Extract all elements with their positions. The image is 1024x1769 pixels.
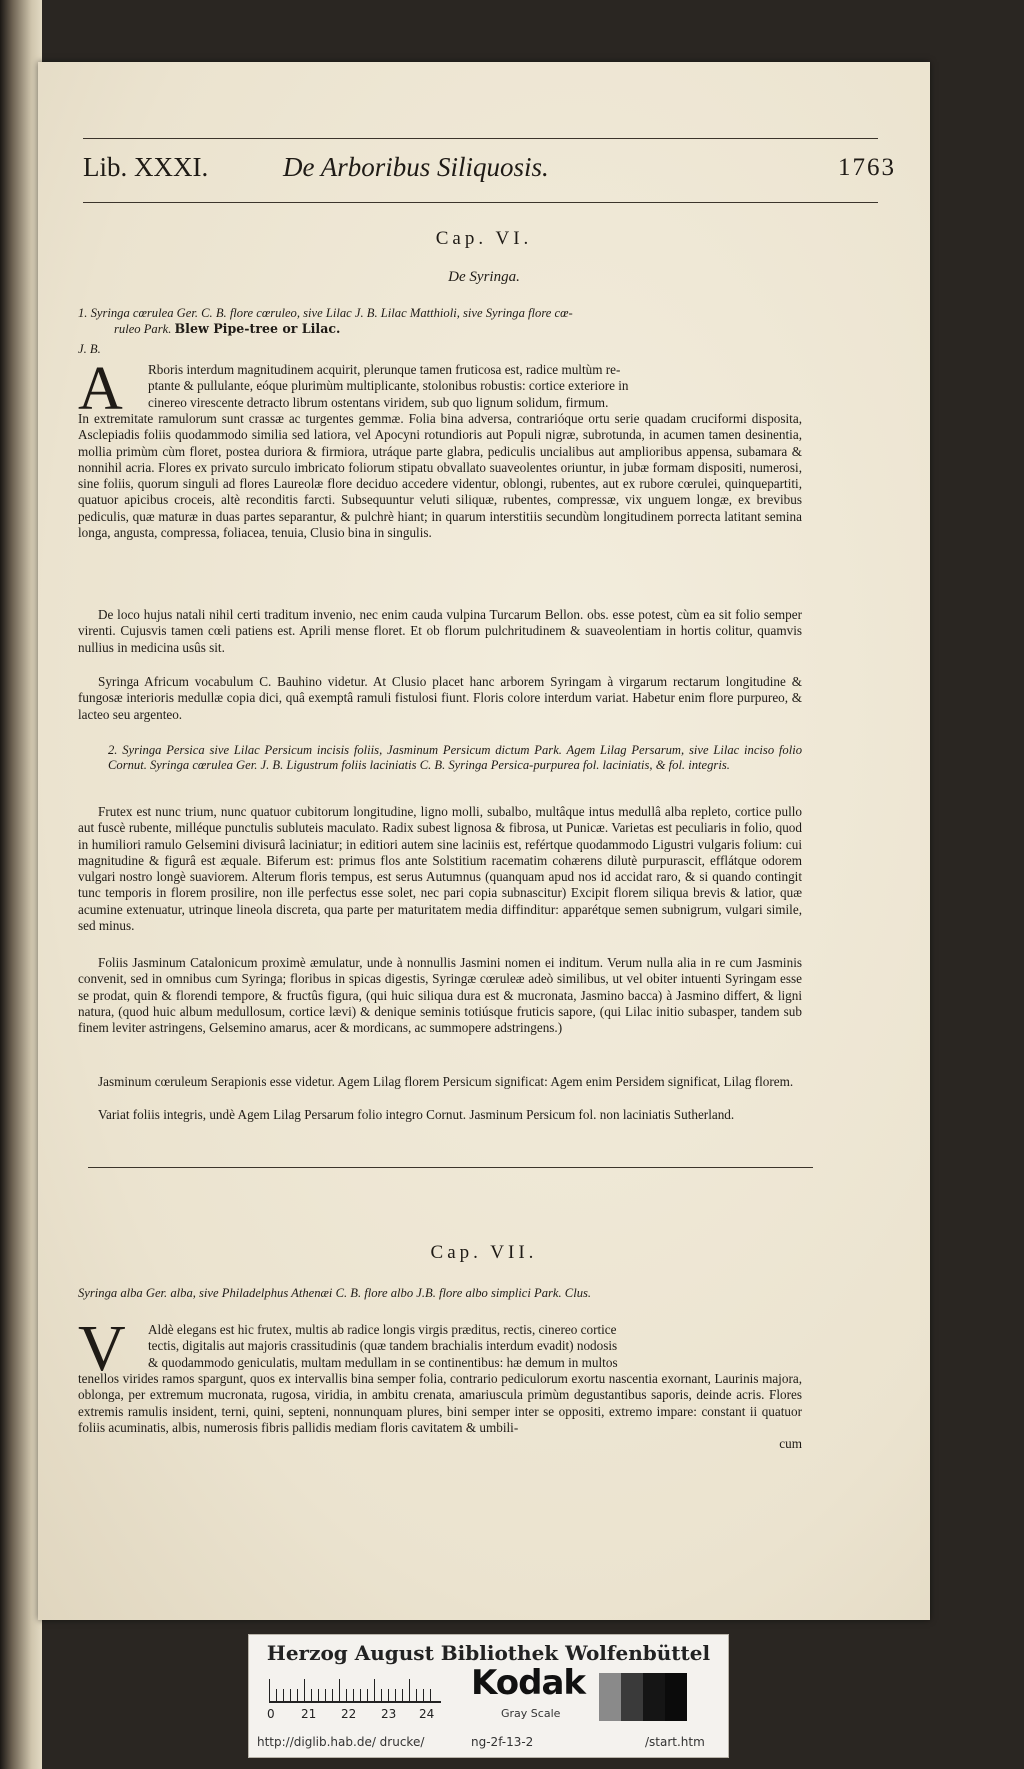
kodak-logo: Kodak bbox=[471, 1663, 585, 1703]
drop-cap-v: V bbox=[78, 1312, 126, 1385]
para-1-line-1: Rboris interdum magnitudinem acquirit, plerunque tamen fruticosa est, radice multùm re- bbox=[148, 362, 621, 377]
ruler-label-22: 22 bbox=[341, 1707, 357, 1721]
english-name: Blew Pipe-tree or Lilac. bbox=[174, 321, 341, 336]
gray-scale-label: Gray Scale bbox=[501, 1707, 561, 1720]
ch7-line-2: tectis, digitalis aut majoris crassitudinis (quæ tandem brachialis interdum evadit) nodosis bbox=[148, 1338, 618, 1354]
chapter-7-heading: Cap. VII. bbox=[430, 1242, 538, 1263]
chapter-6-para-1-body: In extremitate ramulorum sunt crassæ ac turgentes gemmæ. Folia bina adversa, contrarióque ortu serie quadam cruciformi disposita, Asclepiadis foliis quodammodo similia sed latiora, vel Apocyni rotundioris aut Populi nigræ, subrotunda, in acumen tamen desinentia, mollia primùm cùm floret, postea duriora & firmiora, utráque parte glabra, pediculis uncialibus aut amplioribus appensa, subamara & nonnihil acria. Flores ex privato surculo imbricato foliorum stipatu obvallato suaveolentes oriuntur, in jubæ formam dispositi, numerosi, sine foliis, quorum singuli ad flores Laureolæ flore deciduo accedere videntur, oblongi, rubentes, aut ex rubore cœrulei, quinquepartiti, quatuor apicibus croceis, altè reconditis farcti. Subsequuntur veluti siliquæ, rubentes, compressæ, vix unguem longæ, ex brevibus pediculis, quæ maturæ in duas partes separantur, & pulchrè hiant; in quarum interstitiis secundùm longitudinem porrecta latitant semina longa, angusta, compressa, foliacea, tenuia, Clusio bina in singulis. bbox=[78, 411, 802, 541]
running-head-book: Lib. XXXI. bbox=[83, 152, 209, 182]
entry-1-synonyms bbox=[78, 306, 802, 337]
gray-swatch-dark bbox=[621, 1673, 643, 1721]
chapter-7-para-1-body: tenellos virides ramos spargunt, quos ex intervallis bina semper folia, contrario pediculorum exortu nascentia exornant, Laurinis majora, oblonga, per extremum mucronata, rugosa, viridia, in ambitu crenata, amariuscula primùm degustantibus saporis, deinde acris. Flores extremis ramulis insident, terni, quini, septeni, nonnunquam plures, bini semper inter se oppositi, extremo impare: constant ii quatuor foliis acuminatis, albis, numerosis fibris pallidis mediam floris cavitatem & umbili- bbox=[78, 1371, 802, 1435]
ruler-label-21: 21 bbox=[301, 1707, 317, 1721]
chapter-6-para-2: De loco hujus natali nihil certi traditum invenio, nec enim cauda vulpina Turcarum Bellon. obs. esse potest, cùm ea sit folio semper virenti. Cujusvis tamen cœli patiens est. Aprili mense floret. Et ob florum pulchritudinem & suaveolentiam in hortis colitur, quamvis nullius in medicina usûs sit. bbox=[78, 607, 802, 655]
chapter-7-para-1-opening bbox=[78, 1322, 872, 1371]
header-rule-top bbox=[83, 138, 878, 139]
chapter-6-para-1-opening bbox=[78, 362, 872, 411]
drop-cap-a: A bbox=[78, 355, 123, 423]
catchword: cum bbox=[779, 1436, 802, 1451]
ch7-line-1: Aldè elegans est hic frutex, multis ab radice longis virgis præditus, rectis, cinereo cortice bbox=[148, 1322, 617, 1337]
ch7-line-3: & quodammodo geniculatis, multam medullam in se continentibus: hæ demum in multos bbox=[148, 1354, 618, 1370]
ruler-label-24: 24 bbox=[419, 1707, 435, 1721]
chapter-6-para-5: Foliis Jasminum Catalonicum proximè æmulatur, unde à nonnullis Jasmini nomen ei inditum. Verum nulla alia in re cum Jasminis convenit, sed in omnibus cum Syringa; floribus in spicas digestis, Syringæ cœruleæ adeò similibus, ut vel obiter intuenti Syringam esse se prodat, quin & florendi tempore, & fructûs figura, (qui huic siliqua dura est & mucronata, Jasmino bacca) à Jasmino differt, & ligni natura, (quod huic album medullosum, cortice lævi) & denique seminis totiúsque fruticis sapore, (qui Lilac initio subasper, tandem sub finem leviter astringens, Gelsemino amarus, acer & mordicans, ac summopere adstringens.) bbox=[78, 955, 802, 1036]
chapter-6-para-4: Frutex est nunc trium, nunc quatuor cubitorum longitudine, ligno molli, subalbo, multâque intus medullâ alba repleto, cortice pullo aut fuscè rubente, milléque punctulis sublutеis maculato. Radix subest lignosa & fibrosa, ut Punicæ. Varietas est peculiaris in folio, quod in humiliori ramulo Gelsemini divisurâ laciniatur; in editiori autem sine laciniis est, refértque quodammodo Ligustri vulgaris folium: cui magnitudine & figurâ est æquale. Biferum est: primus flos ante Solstitium racematim cohærens dilutè purpurascit, efflátque odorem vulgari nostro longè suaviorem. Alterum floris tempus, est serus Autumnus (quanquam apud nos id accidat raro, & si quando contingit tunc temporis in florem prosilire, non ille perfectus esse solet, nec pari copia subnascitur) Excipit florem siliqua brevis & latior, quæ acumine extenuatur, utrinque lineola discreta, qua parte per maturitatem media diffinditur: apparétque semen subnigrum, vulgari simile, sed minus. bbox=[78, 804, 802, 934]
chapter-6-subtitle: De Syringa. bbox=[448, 269, 520, 285]
library-name: Herzog August Bibliothek Wolfenbüttel bbox=[266, 1641, 711, 1665]
book-spine bbox=[0, 0, 42, 1769]
chapter-divider bbox=[88, 1167, 813, 1168]
gray-swatch-mid bbox=[599, 1673, 621, 1721]
gray-swatch-black-2 bbox=[665, 1673, 687, 1721]
chapter-6-para-7: Variat foliis integris, undè Agem Lilag Persarum folio integro Cornut. Jasminum Persicum fol. non laciniatis Sutherland. bbox=[98, 1107, 735, 1122]
ruler-label-0: 0 bbox=[267, 1707, 275, 1721]
entry-1-synonyms-line1: 1. Syringa cœrulea Ger. C. B. flore cœruleo, sive Lilac J. B. Lilac Matthioli, sive Syringa flore cœ- bbox=[78, 306, 573, 320]
running-head-title: De Arboribus Siliquosis. bbox=[283, 152, 549, 182]
para-1-line-2: ptante & pullulante, eóque plurimùm multiplicante, stolonibus robustis: cortice exteriore in bbox=[148, 378, 629, 394]
page-number: 1763 bbox=[838, 154, 896, 181]
chapter-6-para-3: Syringa Africum vocabulum C. Bauhino videtur. At Clusio placet hanc arborem Syringam à virgarum rectarum longitudine & fungosæ interioris medullæ copia dici, quâ exemptâ ramuli fistulosi fiunt. Floris colore interdum variat. Habetur enim flore purpureo, & lacteo seu argenteo. bbox=[78, 674, 802, 722]
chapter-7-synonyms: Syringa alba Ger. alba, sive Philadelphus Athenæi C. B. flore albo J.B. flore albo simplici Park. Clus. bbox=[78, 1286, 592, 1300]
gray-swatch-black bbox=[643, 1673, 665, 1721]
shelfmark: ng-2f-13-2 bbox=[471, 1735, 534, 1749]
chapter-6-para-6: Jasminum cœruleum Serapionis esse videtur. Agem Lilag florem Persicum significat: Agem enim Persidem significat, Lilag florem. bbox=[98, 1074, 794, 1089]
ruler-label-23: 23 bbox=[381, 1707, 397, 1721]
entry-1-synonyms-line2: ruleo Park. bbox=[114, 322, 172, 336]
start-link: /start.htm bbox=[645, 1735, 705, 1749]
book-page bbox=[38, 62, 930, 1620]
archive-url: http://diglib.hab.de/ drucke/ bbox=[257, 1735, 425, 1749]
jb-reference: J. B. bbox=[78, 342, 101, 356]
header-rule-bottom bbox=[83, 202, 878, 203]
entry-2-synonyms: 2. Syringa Persica sive Lilac Persicum incisis foliis, Jasminum Persicum dictum Park. Agem Lilag Persarum, sive Lilac inciso folio Cornut. Syringa cœrulea Ger. J. B. Ligustrum foliis laciniatis C. B. Syringa Persica-purpurea fol. laciniatis, & fol. integris. bbox=[108, 743, 802, 772]
archive-calibration-strip bbox=[248, 1634, 729, 1758]
ruler-scale bbox=[269, 1675, 441, 1703]
para-1-line-3: cinereo virescente detracto librum ostentans viridem, sub quo lignum solidum, firmum. bbox=[148, 394, 609, 410]
chapter-6-heading: Cap. VI. bbox=[435, 228, 533, 249]
